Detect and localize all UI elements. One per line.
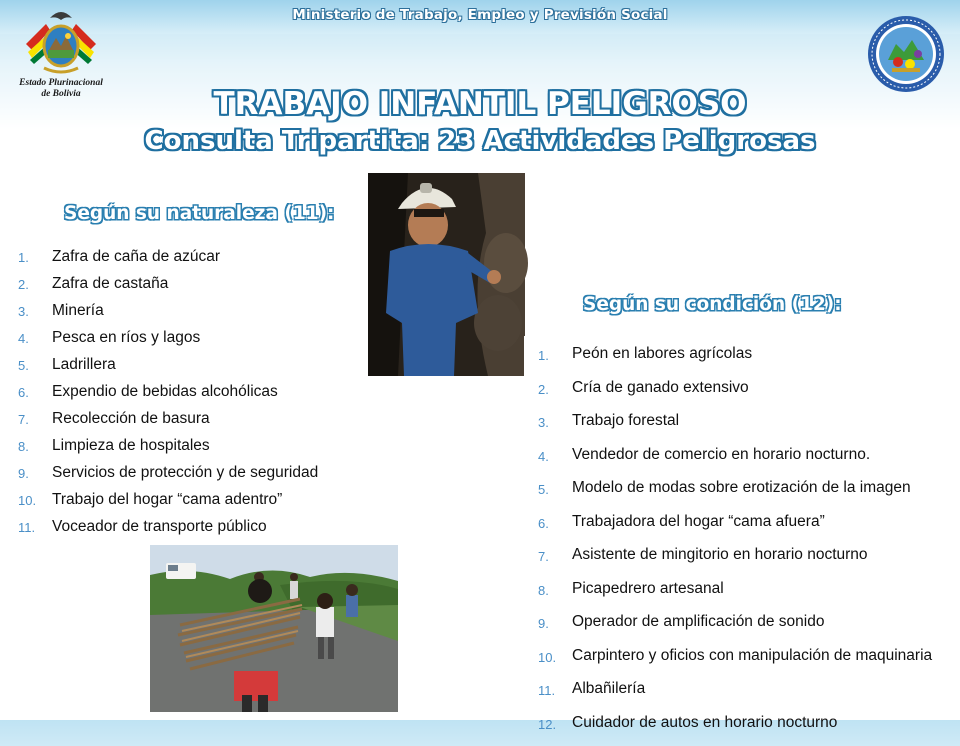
list-item-text: Modelo de modas sobre erotización de la imagen	[572, 479, 911, 496]
list-item-text: Picapedrero artesanal	[572, 579, 724, 597]
photo-child-miner	[368, 173, 525, 376]
list-item-text: Recolección de basura	[52, 410, 210, 427]
list-item-text: Albañilería	[572, 680, 646, 697]
condicion-item-9	[538, 612, 948, 639]
naturaleza-item-2	[18, 275, 388, 302]
list-item-text: Cuidador de autos en horario nocturno	[572, 713, 838, 731]
list-item-text: Voceador de transporte público	[52, 518, 267, 535]
list-number: 8.	[538, 582, 549, 598]
list-number: 4.	[538, 448, 549, 464]
list-item-text: Pesca en ríos y lagos	[52, 329, 201, 346]
naturaleza-item-4	[18, 329, 388, 356]
page-subtitle: Consulta Tripartita: 23 Actividades Peligrosas	[144, 126, 816, 156]
list-item-text: Ladrillera	[52, 356, 116, 373]
list-item-text: Zafra de caña de azúcar	[52, 248, 221, 265]
list-number: 1.	[18, 250, 29, 265]
naturaleza-item-9	[18, 464, 388, 491]
list-number: 11.	[18, 520, 36, 535]
condicion-item-8	[538, 579, 948, 606]
list-number: 5.	[18, 358, 29, 373]
list-number: 10.	[18, 493, 37, 508]
list-number: 2.	[538, 381, 549, 397]
list-number: 8.	[18, 439, 29, 454]
list-number: 3.	[18, 304, 29, 319]
ministry-name: Ministerio de Trabajo, Empleo y Previsión Social	[292, 7, 668, 23]
condicion-item-12	[538, 713, 948, 740]
list-item-text: Cría de ganado extensivo	[572, 378, 749, 396]
photo-children-carrying-wood	[150, 545, 398, 712]
condicion-item-4	[538, 445, 948, 472]
list-item-text: Vendedor de comercio en horario nocturno.	[572, 445, 871, 463]
list-number: 9.	[18, 466, 29, 481]
list-item-text: Operador de amplificación de sonido	[572, 613, 825, 630]
naturaleza-item-7	[18, 410, 388, 437]
naturaleza-item-8	[18, 437, 388, 464]
naturaleza-item-6	[18, 383, 388, 410]
list-number: 4.	[18, 331, 29, 346]
list-number: 7.	[538, 549, 549, 564]
condicion-item-7	[538, 545, 948, 572]
naturaleza-item-5	[18, 356, 388, 383]
list-number: 1.	[538, 348, 549, 363]
list-item-text: Expendio de bebidas alcohólicas	[52, 383, 278, 400]
list-number: 3.	[538, 415, 549, 430]
list-number: 6.	[538, 515, 549, 531]
list-number: 10.	[538, 649, 557, 665]
section-heading-condicion: Según su condición (12):	[583, 294, 842, 315]
condicion-item-11	[538, 679, 948, 706]
list-item-text: Limpieza de hospitales	[52, 437, 210, 454]
list-item-text: Trabajo del hogar “cama adentro”	[52, 491, 283, 508]
list-item-text: Carpintero y oficios con manipulación de maquinaria	[572, 646, 933, 664]
list-item-text: Zafra de castaña	[52, 275, 169, 292]
list-item-text: Peón en labores agrícolas	[572, 345, 753, 362]
list-number: 11.	[538, 683, 556, 698]
naturaleza-item-3	[18, 302, 388, 329]
section-heading-naturaleza: Según su naturaleza (11):	[64, 203, 335, 224]
list-number: 7.	[18, 412, 29, 427]
emblem-caption	[10, 78, 112, 100]
list-item-text: Trabajadora del hogar “cama afuera”	[572, 512, 825, 530]
list-number: 12.	[538, 716, 557, 732]
emblem-caption-line2: de Bolivia	[41, 89, 81, 99]
page-title: TRABAJO INFANTIL PELIGROSO	[213, 86, 747, 122]
list-condicion	[538, 344, 948, 746]
condicion-item-6	[538, 512, 948, 539]
emblem-caption-line1: Estado Plurinacional	[19, 78, 103, 88]
list-item-text: Minería	[52, 302, 104, 319]
list-naturaleza	[18, 248, 388, 545]
condicion-item-5	[538, 478, 948, 505]
list-number: 5.	[538, 482, 549, 497]
condicion-item-1	[538, 344, 948, 371]
list-number: 6.	[18, 385, 29, 400]
naturaleza-item-11	[18, 518, 388, 545]
ministry-seal-icon	[866, 14, 946, 94]
list-item-text: Servicios de protección y de seguridad	[52, 464, 319, 481]
condicion-item-2	[538, 378, 948, 405]
condicion-item-10	[538, 646, 948, 673]
list-number: 2.	[18, 277, 29, 292]
naturaleza-item-1	[18, 248, 388, 275]
condicion-item-3	[538, 411, 948, 438]
list-item-text: Trabajo forestal	[572, 412, 680, 429]
list-number: 9.	[538, 616, 549, 631]
bolivia-coat-of-arms-icon	[20, 4, 102, 82]
list-item-text: Asistente de mingitorio en horario nocturno	[572, 546, 868, 563]
naturaleza-item-10	[18, 491, 388, 518]
